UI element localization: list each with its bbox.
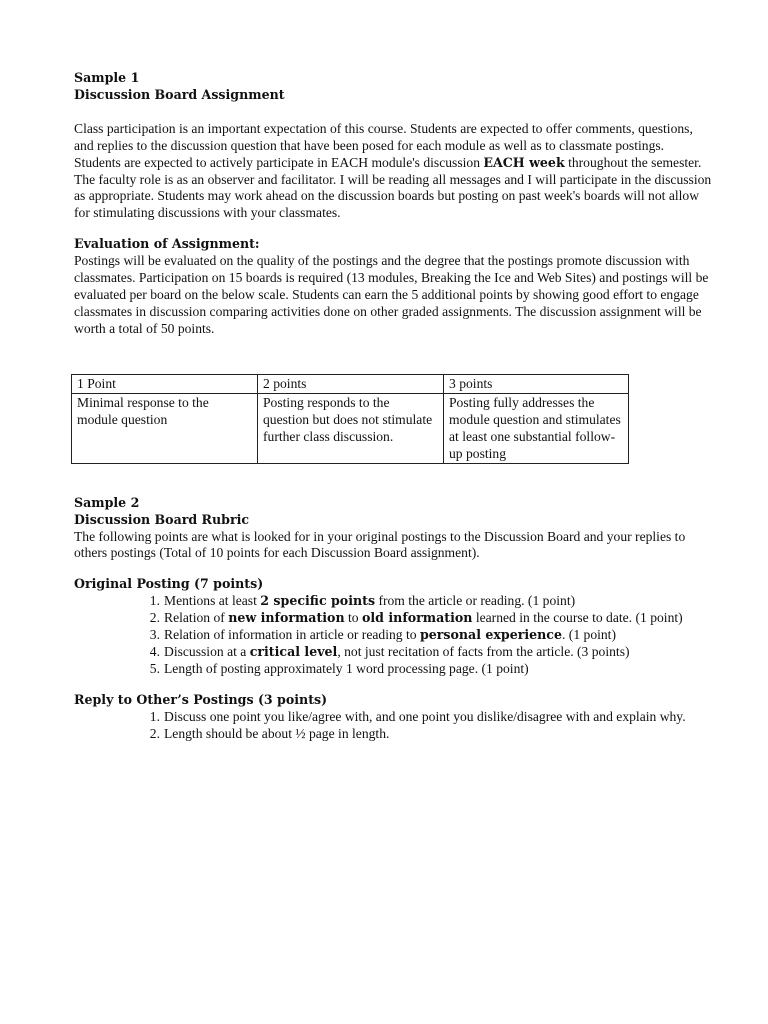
sample2-intro-paragraph: The following points are what is looked for in your original postings to the Discussion Board and your replies to others postings (Total of 10 points for each Discussion Board assignment). — [74, 528, 686, 561]
scale-header-row — [72, 374, 629, 393]
list-item-text: Length should be about ½ page in length. — [164, 725, 390, 741]
scale-header-cell: 1 Point — [72, 374, 258, 393]
list-item — [149, 627, 714, 644]
list-number: 4. — [149, 643, 160, 659]
sample1-intro-text-end: throughout the semester. The faculty role is as an observer and facilitator. I will be reading all messages and I will participate in the discussion as appropriate. Students may work ahead on the discussion boards but posting on past week's boards will not allow for stimulating discussions with your classmates. — [74, 154, 712, 221]
scale-header-cell: 2 points — [258, 374, 444, 393]
reply-heading: Reply to Other’s Postings (3 points) — [74, 691, 328, 707]
list-item — [149, 660, 714, 678]
list-item-emphasis: new information — [228, 610, 345, 626]
list-item-text: Discussion at a — [164, 643, 250, 659]
sample2-title: Discussion Board Rubric — [74, 511, 250, 527]
list-item — [149, 725, 714, 743]
original-posting-list — [74, 593, 714, 678]
list-item-emphasis: 2 specific points — [260, 593, 376, 609]
list-number: 1. — [149, 593, 160, 609]
list-number: 3. — [149, 627, 160, 643]
document-page — [74, 70, 714, 742]
list-number: 2. — [149, 725, 160, 741]
list-item — [149, 643, 714, 661]
evaluation-heading: Evaluation of Assignment: — [74, 236, 260, 252]
sample1-title: Discussion Board Assignment — [74, 86, 285, 102]
scale-description-cell: Posting fully addresses the module question and stimulates at least one substantial follow-up posting — [444, 393, 629, 463]
list-item-text: learned in the course to date. (1 point) — [472, 610, 683, 626]
list-number: 5. — [149, 660, 160, 676]
list-item-text: Relation of information in article or reading to — [164, 627, 420, 643]
sample2-label: Sample 2 — [74, 494, 140, 510]
list-item — [149, 708, 714, 726]
list-item-emphasis: personal experience — [419, 627, 562, 643]
sample1-intro-paragraph — [74, 121, 714, 222]
scoring-scale-table — [71, 374, 629, 464]
scale-description-cell: Minimal response to the module question — [72, 393, 258, 463]
list-item-text: . (1 point) — [562, 627, 616, 643]
evaluation-paragraph: Postings will be evaluated on the quality of the postings and the degree that the postings promote discussion with classmates. Participation on 15 boards is required (13 modules, Breaking the Ice and Web Sites) and postings will be evaluated per board on the below scale. Students can earn the 5 additional points by showing good effort to engage classmates in discussion comparing activities done on other graded assignments. The discussion assignment will be worth a total of 50 points. — [74, 253, 709, 336]
sample1-intro-text: Class participation is an important expectation of this course. Students are expected to offer comments, questions, and replies to the discussion question that have been posed for each module as well as to classmate postings. Students are expected to actively participate in EACH module's discussion — [74, 120, 693, 170]
sample1-label: Sample 1 — [74, 70, 140, 85]
original-posting-heading: Original Posting (7 points) — [74, 576, 264, 592]
scale-description-cell: Posting responds to the question but does not stimulate further class discussion. — [258, 393, 444, 463]
list-item-text: from the article or reading. (1 point) — [375, 593, 576, 609]
list-item-text: Relation of — [164, 610, 229, 626]
list-item-text: Mentions at least — [164, 593, 261, 609]
list-item-emphasis: critical level — [249, 643, 338, 659]
sample1-intro-emphasis: EACH week — [483, 154, 565, 170]
list-item-emphasis: old information — [362, 610, 473, 626]
list-item-text: Length of posting approximately 1 word processing page. (1 point) — [164, 660, 529, 676]
reply-list — [74, 709, 714, 743]
list-number: 1. — [149, 708, 160, 724]
scale-header-cell: 3 points — [444, 374, 629, 393]
list-item-text: , not just recitation of facts from the article. (3 points) — [337, 643, 630, 659]
list-item-text: Discuss one point you like/agree with, and one point you dislike/disagree with and explain why. — [164, 708, 686, 724]
list-number: 2. — [149, 610, 160, 626]
list-item-text: to — [344, 610, 362, 626]
list-item — [149, 593, 714, 610]
list-item — [149, 610, 714, 627]
scale-description-row — [72, 393, 629, 463]
